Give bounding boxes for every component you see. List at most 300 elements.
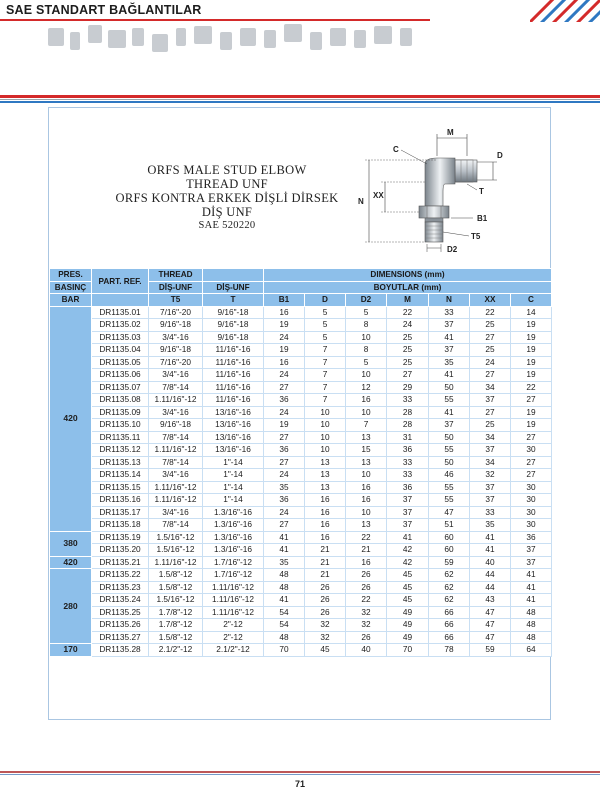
table-cell: 78: [429, 644, 470, 657]
table-cell: 19: [264, 419, 305, 432]
table-cell: 34: [470, 456, 511, 469]
part-ref-cell: DR1135.22: [92, 569, 149, 582]
table-cell: 33: [470, 506, 511, 519]
table-cell: 40: [346, 644, 387, 657]
table-cell: 13: [346, 431, 387, 444]
table-cell: 37: [387, 506, 429, 519]
table-row: [50, 556, 552, 569]
part-ref-cell: DR1135.21: [92, 556, 149, 569]
table-cell: 22: [346, 531, 387, 544]
part-ref-cell: DR1135.20: [92, 544, 149, 557]
table-cell: 13: [305, 456, 346, 469]
table-cell: 26: [305, 606, 346, 619]
table-cell: 31: [387, 431, 429, 444]
part-ref-cell: DR1135.13: [92, 456, 149, 469]
table-cell: 30: [511, 506, 552, 519]
table-cell: 41: [429, 369, 470, 382]
fitting-technical-drawing: [355, 126, 515, 254]
table-row: [50, 356, 552, 369]
table-cell: 7: [305, 344, 346, 357]
table-cell: 47: [470, 606, 511, 619]
table-cell: 10: [346, 369, 387, 382]
table-cell: 62: [429, 569, 470, 582]
table-cell: 13/16"-16: [203, 444, 264, 457]
table-cell: 16: [346, 394, 387, 407]
part-ref-cell: DR1135.09: [92, 406, 149, 419]
table-cell: 7/8"-14: [149, 431, 203, 444]
table-row: [50, 519, 552, 532]
table-cell: 36: [387, 444, 429, 457]
pressure-cell: 170: [50, 644, 92, 657]
table-cell: 2"-12: [203, 619, 264, 632]
table-cell: 19: [511, 331, 552, 344]
table-cell: 1.11/16"-12: [203, 594, 264, 607]
header-thread-blank: [203, 269, 264, 282]
table-cell: 35: [470, 519, 511, 532]
table-cell: 41: [511, 581, 552, 594]
table-cell: 24: [264, 331, 305, 344]
table-cell: 55: [429, 481, 470, 494]
header-col-d2: D2: [346, 294, 387, 307]
table-cell: 16: [305, 494, 346, 507]
table-cell: 55: [429, 444, 470, 457]
part-ref-cell: DR1135.17: [92, 506, 149, 519]
table-row: [50, 494, 552, 507]
label-t5: T5: [471, 232, 481, 241]
table-cell: 37: [387, 494, 429, 507]
table-cell: 3/4"-16: [149, 369, 203, 382]
table-cell: 26: [305, 594, 346, 607]
separator-gray: [0, 99, 600, 100]
table-row: [50, 506, 552, 519]
table-row: [50, 381, 552, 394]
table-cell: 25: [470, 319, 511, 332]
table-cell: 30: [511, 444, 552, 457]
table-cell: 34: [470, 381, 511, 394]
label-t: T: [479, 187, 484, 196]
table-cell: 5: [305, 306, 346, 319]
product-title-line1: ORFS MALE STUD ELBOW: [147, 163, 307, 177]
table-row: [50, 619, 552, 632]
table-cell: 44: [470, 581, 511, 594]
table-cell: 25: [470, 419, 511, 432]
header-part-blank: [92, 294, 149, 307]
header-red-rule: [0, 19, 430, 21]
table-cell: 37: [470, 481, 511, 494]
table-cell: 37: [429, 419, 470, 432]
table-cell: 24: [387, 319, 429, 332]
table-cell: 47: [470, 631, 511, 644]
table-cell: 1.3/16"-16: [203, 519, 264, 532]
part-ref-cell: DR1135.07: [92, 381, 149, 394]
table-cell: 21: [346, 544, 387, 557]
table-cell: 1.5/16"-12: [149, 531, 203, 544]
pressure-cell: 380: [50, 531, 92, 556]
part-ref-cell: DR1135.03: [92, 331, 149, 344]
header-pres: PRES.: [50, 269, 92, 282]
table-cell: 41: [264, 594, 305, 607]
table-cell: 16: [305, 531, 346, 544]
table-cell: 1"-14: [203, 469, 264, 482]
table-cell: 44: [470, 569, 511, 582]
table-cell: 30: [511, 519, 552, 532]
table-row: [50, 481, 552, 494]
table-body: [50, 306, 552, 656]
elbow-bend: [425, 158, 455, 206]
table-cell: 1.11/16"-12: [203, 581, 264, 594]
table-row: [50, 406, 552, 419]
table-cell: 27: [511, 394, 552, 407]
part-ref-cell: DR1135.06: [92, 369, 149, 382]
header-dis-unf-t5: DİŞ-UNF: [149, 281, 203, 294]
leader-c: [401, 150, 427, 164]
table-cell: 19: [511, 406, 552, 419]
table-row: [50, 594, 552, 607]
table-cell: 9/16"-18: [203, 319, 264, 332]
part-ref-cell: DR1135.05: [92, 356, 149, 369]
label-m: M: [447, 128, 454, 137]
header-boyutlar: BOYUTLAR (mm): [264, 281, 552, 294]
product-title: [104, 163, 350, 232]
header-col-m: M: [387, 294, 429, 307]
table-row: [50, 444, 552, 457]
table-cell: 49: [387, 619, 429, 632]
table-cell: 11/16"-16: [203, 356, 264, 369]
header-basinc: BASINÇ: [50, 281, 92, 294]
table-cell: 21: [305, 556, 346, 569]
part-ref-cell: DR1135.23: [92, 581, 149, 594]
table-cell: 27: [511, 431, 552, 444]
table-cell: 36: [264, 494, 305, 507]
part-ref-cell: DR1135.14: [92, 469, 149, 482]
table-cell: 41: [429, 406, 470, 419]
table-cell: 1.3/16"-16: [203, 506, 264, 519]
table-cell: 33: [387, 469, 429, 482]
header-dimensions: DIMENSIONS (mm): [264, 269, 552, 282]
table-cell: 1.11/16"-12: [203, 606, 264, 619]
table-cell: 16: [305, 506, 346, 519]
part-ref-cell: DR1135.10: [92, 419, 149, 432]
table-cell: 35: [264, 481, 305, 494]
table-cell: 27: [470, 406, 511, 419]
table-cell: 30: [511, 494, 552, 507]
table-cell: 5: [305, 319, 346, 332]
leader-t5: [443, 232, 469, 236]
table-row: [50, 394, 552, 407]
leader-t: [467, 184, 477, 190]
table-cell: 70: [387, 644, 429, 657]
table-cell: 37: [470, 394, 511, 407]
table-cell: 9/16"-18: [203, 331, 264, 344]
table-cell: 10: [305, 431, 346, 444]
table-cell: 33: [387, 394, 429, 407]
table-cell: 55: [429, 494, 470, 507]
table-cell: 1.11/16"-12: [149, 556, 203, 569]
table-cell: 41: [470, 544, 511, 557]
pressure-cell: 420: [50, 306, 92, 531]
table-cell: 1.5/8"-12: [149, 581, 203, 594]
table-cell: 40: [470, 556, 511, 569]
table-cell: 54: [264, 606, 305, 619]
table-cell: 24: [264, 469, 305, 482]
table-row: [50, 369, 552, 382]
table-cell: 22: [346, 594, 387, 607]
table-cell: 1.7/16"-12: [203, 569, 264, 582]
table-row: [50, 306, 552, 319]
header-title: SAE STANDART BAĞLANTILAR: [6, 3, 202, 17]
footer-rule-blue: [0, 774, 600, 775]
header-col-t5: T5: [149, 294, 203, 307]
table-cell: 32: [305, 631, 346, 644]
table-cell: 37: [470, 494, 511, 507]
label-xx: XX: [373, 191, 384, 200]
table-cell: 37: [511, 544, 552, 557]
table-cell: 7/8"-14: [149, 456, 203, 469]
table-cell: 45: [305, 644, 346, 657]
part-ref-cell: DR1135.12: [92, 444, 149, 457]
table-cell: 9/16"-18: [149, 319, 203, 332]
table-cell: 5: [346, 356, 387, 369]
table-cell: 59: [470, 644, 511, 657]
table-cell: 2.1/2"-12: [203, 644, 264, 657]
table-cell: 13: [305, 481, 346, 494]
table-cell: 64: [511, 644, 552, 657]
part-ref-cell: DR1135.02: [92, 319, 149, 332]
table-cell: 19: [511, 369, 552, 382]
table-cell: 45: [387, 581, 429, 594]
table-cell: 11/16"-16: [203, 394, 264, 407]
table-cell: 10: [346, 469, 387, 482]
label-d2: D2: [447, 245, 458, 254]
table-cell: 26: [346, 631, 387, 644]
fittings-strip-image: [48, 22, 418, 58]
table-row: [50, 531, 552, 544]
table-cell: 45: [387, 594, 429, 607]
table-cell: 36: [387, 481, 429, 494]
table-cell: 11/16"-16: [203, 381, 264, 394]
table-cell: 50: [429, 456, 470, 469]
stud-thread: [425, 222, 443, 242]
table-cell: 3/4"-16: [149, 331, 203, 344]
part-ref-cell: DR1135.18: [92, 519, 149, 532]
table-cell: 10: [346, 331, 387, 344]
table-cell: 10: [305, 444, 346, 457]
table-cell: 48: [264, 569, 305, 582]
table-cell: 26: [346, 581, 387, 594]
table-cell: 45: [387, 569, 429, 582]
table-cell: 25: [470, 344, 511, 357]
table-cell: 7/8"-14: [149, 519, 203, 532]
table-cell: 48: [511, 631, 552, 644]
separator-red: [0, 95, 600, 98]
table-cell: 25: [387, 356, 429, 369]
table-cell: 26: [305, 581, 346, 594]
table-cell: 11/16"-16: [203, 344, 264, 357]
header-bar: BAR: [50, 294, 92, 307]
table-cell: 7/16"-20: [149, 306, 203, 319]
part-ref-cell: DR1135.11: [92, 431, 149, 444]
table-cell: 51: [429, 519, 470, 532]
table-cell: 42: [387, 544, 429, 557]
table-cell: 66: [429, 606, 470, 619]
table-cell: 10: [305, 419, 346, 432]
table-row: [50, 431, 552, 444]
table-cell: 19: [511, 356, 552, 369]
table-cell: 66: [429, 631, 470, 644]
table-cell: 49: [387, 631, 429, 644]
table-row: [50, 456, 552, 469]
part-ref-cell: DR1135.27: [92, 631, 149, 644]
table-cell: 7: [346, 419, 387, 432]
table-cell: 33: [387, 456, 429, 469]
table-cell: 27: [511, 456, 552, 469]
table-row: [50, 344, 552, 357]
table-cell: 24: [470, 356, 511, 369]
table-row: [50, 331, 552, 344]
table-cell: 27: [264, 519, 305, 532]
table-cell: 32: [470, 469, 511, 482]
table-row: [50, 419, 552, 432]
table-cell: 54: [264, 619, 305, 632]
table-cell: 9/16"-18: [203, 306, 264, 319]
part-ref-cell: DR1135.28: [92, 644, 149, 657]
table-cell: 13: [305, 469, 346, 482]
table-cell: 2.1/2"-12: [149, 644, 203, 657]
header-col-t: T: [203, 294, 264, 307]
part-ref-cell: DR1135.26: [92, 619, 149, 632]
table-cell: 48: [264, 631, 305, 644]
dimensions-table: [49, 268, 552, 657]
part-ref-cell: DR1135.19: [92, 531, 149, 544]
table-cell: 34: [470, 431, 511, 444]
label-c: C: [393, 145, 399, 154]
table-cell: 24: [264, 506, 305, 519]
part-ref-cell: DR1135.24: [92, 594, 149, 607]
table-row: [50, 606, 552, 619]
part-ref-cell: DR1135.25: [92, 606, 149, 619]
table-cell: 41: [264, 531, 305, 544]
table-cell: 19: [264, 319, 305, 332]
table-cell: 27: [264, 456, 305, 469]
table-cell: 48: [264, 581, 305, 594]
header-col-c: C: [511, 294, 552, 307]
table-cell: 36: [264, 444, 305, 457]
table-cell: 50: [429, 381, 470, 394]
table-cell: 26: [346, 569, 387, 582]
table-cell: 25: [387, 344, 429, 357]
table-cell: 13/16"-16: [203, 419, 264, 432]
table-cell: 16: [264, 306, 305, 319]
table-cell: 19: [511, 419, 552, 432]
product-title-line3: ORFS KONTRA ERKEK DİŞLİ DİRSEK DİŞ UNF: [115, 191, 339, 219]
table-cell: 55: [429, 394, 470, 407]
table-cell: 66: [429, 619, 470, 632]
table-cell: 49: [387, 606, 429, 619]
table-cell: 1.11/16"-12: [149, 394, 203, 407]
table-cell: 3/4"-16: [149, 469, 203, 482]
table-cell: 14: [511, 306, 552, 319]
pressure-cell: 420: [50, 556, 92, 569]
table-cell: 1"-14: [203, 456, 264, 469]
header-stripes-decoration: [530, 0, 600, 22]
table-cell: 32: [346, 606, 387, 619]
table-cell: 50: [429, 431, 470, 444]
table-cell: 13: [346, 519, 387, 532]
table-cell: 35: [429, 356, 470, 369]
table-cell: 1.7/8"-12: [149, 619, 203, 632]
stud-hex: [419, 206, 449, 218]
table-cell: 10: [346, 406, 387, 419]
table-cell: 35: [264, 556, 305, 569]
part-ref-cell: DR1135.04: [92, 344, 149, 357]
table-cell: 16: [346, 481, 387, 494]
header-thread: THREAD: [149, 269, 203, 282]
header-part-ref: PART. REF.: [92, 269, 149, 294]
table-cell: 16: [305, 519, 346, 532]
footer-rule-red: [0, 771, 600, 773]
table-cell: 41: [387, 531, 429, 544]
pressure-cell: 280: [50, 569, 92, 644]
table-cell: 9/16"-18: [149, 344, 203, 357]
table-cell: 37: [429, 319, 470, 332]
table-cell: 22: [387, 306, 429, 319]
table-cell: 8: [346, 344, 387, 357]
table-row: [50, 319, 552, 332]
table-cell: 62: [429, 594, 470, 607]
table-cell: 5: [346, 306, 387, 319]
table-cell: 24: [264, 406, 305, 419]
table-cell: 60: [429, 531, 470, 544]
table-cell: 27: [511, 469, 552, 482]
table-cell: 1"-14: [203, 494, 264, 507]
table-cell: 1.7/16"-12: [203, 556, 264, 569]
product-standard: SAE 520220: [198, 220, 256, 231]
table-cell: 12: [346, 381, 387, 394]
table-cell: 16: [346, 494, 387, 507]
table-cell: 37: [429, 344, 470, 357]
table-cell: 27: [470, 331, 511, 344]
table-cell: 1.11/16"-12: [149, 481, 203, 494]
table-cell: 7: [305, 369, 346, 382]
table-cell: 15: [346, 444, 387, 457]
table-cell: 27: [264, 431, 305, 444]
table-cell: 3/4"-16: [149, 506, 203, 519]
table-row: [50, 581, 552, 594]
table-cell: 24: [264, 369, 305, 382]
table-cell: 25: [387, 331, 429, 344]
table-row: [50, 544, 552, 557]
table-cell: 48: [511, 606, 552, 619]
table-cell: 41: [470, 531, 511, 544]
table-cell: 7/8"-14: [149, 381, 203, 394]
separator-blue: [0, 101, 600, 103]
table-cell: 21: [305, 544, 346, 557]
table-cell: 60: [429, 544, 470, 557]
table-cell: 7: [305, 394, 346, 407]
table-cell: 3/4"-16: [149, 406, 203, 419]
table-cell: 46: [429, 469, 470, 482]
table-cell: 28: [387, 406, 429, 419]
header-dis-unf-t: DİŞ-UNF: [203, 281, 264, 294]
table-cell: 30: [511, 481, 552, 494]
label-d: D: [497, 151, 503, 160]
table-cell: 41: [511, 569, 552, 582]
table-cell: 1.3/16"-16: [203, 531, 264, 544]
page-number: 71: [294, 779, 305, 789]
table-cell: 43: [470, 594, 511, 607]
table-cell: 1.11/16"-12: [149, 444, 203, 457]
table-cell: 5: [305, 331, 346, 344]
